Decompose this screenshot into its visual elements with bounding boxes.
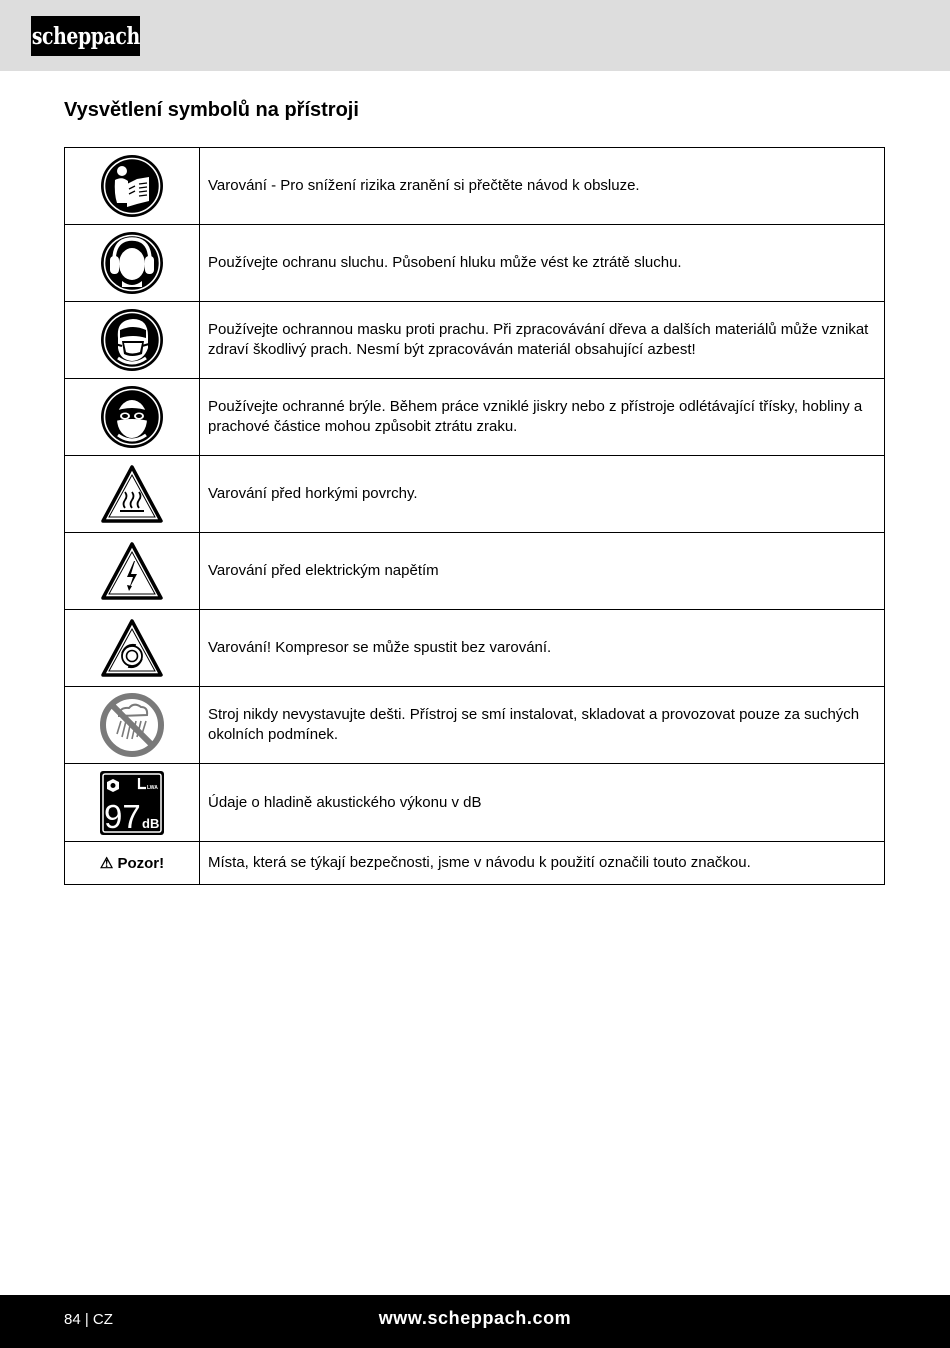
symbol-description: Varování před horkými povrchy. — [200, 456, 885, 533]
table-row — [65, 764, 885, 842]
caution-label: ⚠ Pozor! — [99, 854, 165, 872]
table-row — [65, 379, 885, 456]
dust-mask-icon — [100, 308, 164, 372]
sound-level-value: 97 — [104, 797, 141, 835]
sound-unit-small: LWA — [147, 784, 158, 791]
symbol-description: Stroj nikdy nevystavujte dešti. Přístroj se smí instalovat, skladovat a provozovat pouze za suchých okolních podmínek. — [200, 687, 885, 764]
electric-voltage-warning-icon — [100, 541, 164, 601]
symbol-description: Používejte ochrannou masku proti prachu. Při zpracovávání dřeva a dalších materiálů může vznikat zdraví škodlivý prach. Nesmí být zpracováván materiál obsahující azbest! — [200, 302, 885, 379]
logo-text: scheppach — [31, 22, 140, 50]
no-rain-icon — [99, 692, 165, 758]
page-header — [0, 0, 950, 71]
symbols-table — [64, 147, 885, 885]
table-row — [65, 225, 885, 302]
page-footer — [0, 1295, 950, 1348]
table-row — [65, 610, 885, 687]
footer-url: www.scheppach.com — [378, 1308, 572, 1328]
table-row — [65, 687, 885, 764]
symbol-description: Používejte ochranu sluchu. Působení hluku může vést ke ztrátě sluchu. — [200, 225, 885, 302]
sound-power-level-icon — [99, 770, 165, 836]
symbol-description: Varování - Pro snížení rizika zranění si přečtěte návod k obsluze. — [200, 148, 885, 225]
automatic-start-warning-icon — [100, 618, 164, 678]
read-manual-icon — [100, 154, 164, 218]
section-title: Vysvětlení symbolů na přístroji — [64, 99, 359, 121]
sound-level-unit: dB — [142, 815, 160, 831]
symbol-description: Varování před elektrickým napětím — [200, 533, 885, 610]
caution-description: Místa, která se týkají bezpečnosti, jsme v návodu k použití označili touto značkou. — [200, 842, 885, 885]
hot-surface-warning-icon — [100, 464, 164, 524]
symbol-description: Používejte ochranné brýle. Během práce vzniklé jiskry nebo z přístroje odlétávající třísky, hobliny a prachové částice mohou způsobit ztrátu zraku. — [200, 379, 885, 456]
table-row — [65, 456, 885, 533]
scheppach-logo — [31, 16, 140, 56]
page-number: 84 | CZ — [64, 1311, 113, 1328]
symbol-description: Varování! Kompresor se může spustit bez varování. — [200, 610, 885, 687]
table-row — [65, 148, 885, 225]
symbol-description: Údaje o hladině akustického výkonu v dB — [200, 764, 885, 842]
table-row — [65, 533, 885, 610]
table-row — [65, 302, 885, 379]
hearing-protection-icon — [100, 231, 164, 295]
table-row — [65, 842, 885, 885]
safety-goggles-icon — [100, 385, 164, 449]
